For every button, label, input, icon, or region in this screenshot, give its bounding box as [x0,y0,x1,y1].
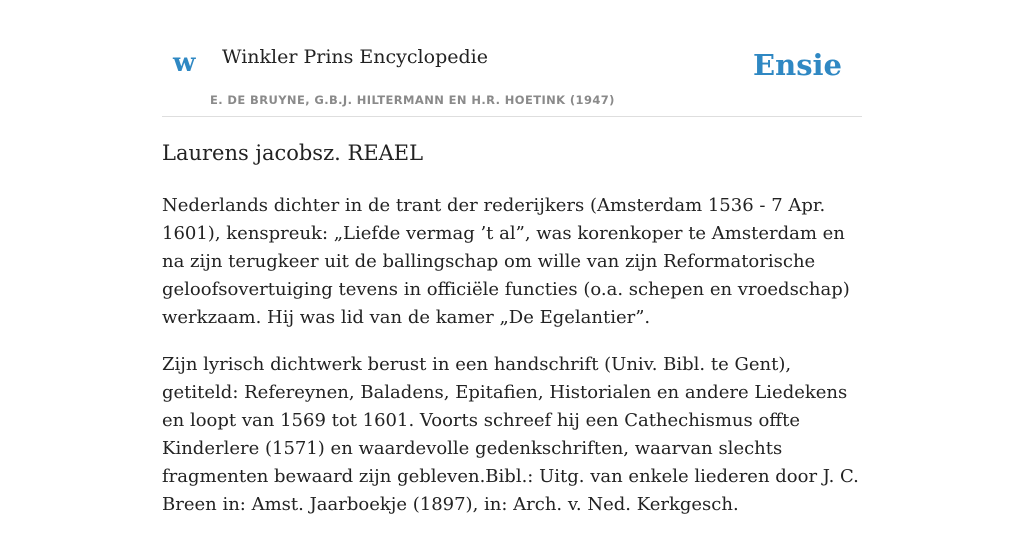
article-title: Laurens jacobsz. REAEL [162,141,424,165]
source-authors: E. DE BRUYNE, G.B.J. HILTERMANN EN H.R. HOETINK (1947) [210,93,615,107]
source-title[interactable]: Winkler Prins Encyclopedie [222,46,488,68]
article-paragraph: Nederlands dichter in de trant der rederijkers (Amsterdam 1536 - 7 Apr. 1601), kenspreuk: „Liefde vermag ’t al”, was korenkoper te Amsterdam en na zijn terugkeer uit de ballingschap om wille van zijn Reformatorische geloofsovertuiging tevens in officiële functies (o.a. schepen en vroedschap) werkzaam. Hij was lid van de kamer „De Egelantier”. [162,195,850,328]
header [162,0,862,117]
article-body [162,192,862,538]
page [162,0,862,515]
winkler-prins-logo[interactable]: w [173,48,196,78]
ensie-logo[interactable]: Ensie [753,48,842,82]
article-paragraph: Zijn lyrisch dichtwerk berust in een handschrift (Univ. Bibl. te Gent), getiteld: Refereynen, Baladens, Epitafien, Historialen en andere Liedekens en loopt van 1569 tot 1601. Voorts schreef hij een Cathechismus offte Kinderlere (1571) en waardevolle gedenkschriften, waarvan slechts fragmenten bewaard zijn gebleven.Bibl.: Uitg. van enkele liederen door J. C. Breen in: Amst. Jaarboekje (1897), in: Arch. v. Ned. Kerkgesch. [162,354,859,515]
